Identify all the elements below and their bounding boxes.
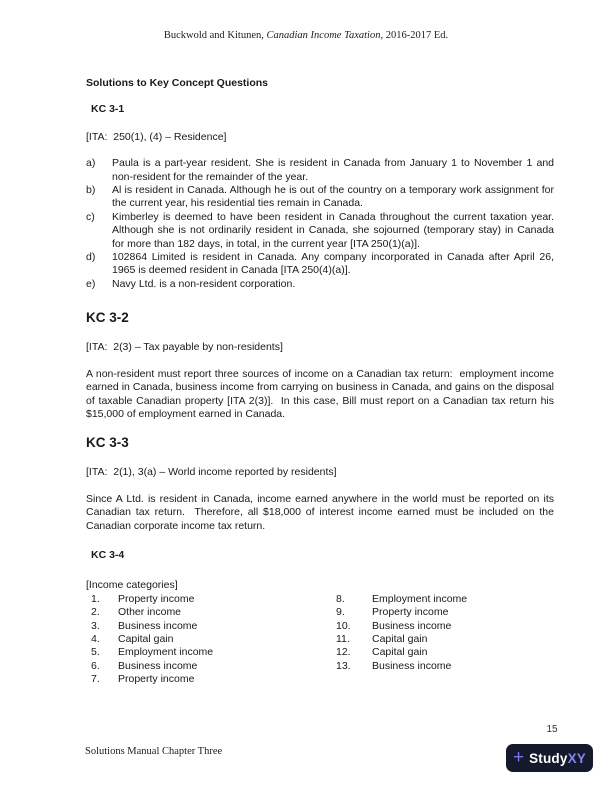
- header-edition: 2016-2017 Ed.: [383, 30, 449, 41]
- numbered-row: [336, 646, 554, 659]
- list-item: [86, 278, 554, 291]
- row-number: 7.: [91, 673, 100, 686]
- running-header: [0, 30, 612, 41]
- list-item-text: 102864 Limited is resident in Canada. Any company incorporated in Canada after April 26, 1965 is deemed resident in Canada [ITA 250(4)(a)].: [112, 251, 554, 277]
- row-number: 10.: [336, 619, 351, 632]
- row-text: Property income: [372, 606, 449, 619]
- kc34-column-2: [336, 593, 554, 687]
- numbered-row: [86, 593, 336, 606]
- row-text: Capital gain: [372, 646, 428, 659]
- income-categories-label: [Income categories]: [86, 579, 178, 592]
- list-item: [86, 157, 554, 184]
- header-authors: Buckwold and Kitunen,: [163, 30, 267, 41]
- numbered-row: [86, 606, 336, 619]
- studyxy-logo: [506, 744, 593, 772]
- row-number: 6.: [91, 659, 100, 672]
- row-number: 9.: [336, 606, 345, 619]
- row-text: Property income: [118, 673, 195, 686]
- page-content: [86, 77, 557, 687]
- logo-xy-text: XY: [567, 750, 587, 766]
- row-number: 12.: [336, 646, 351, 659]
- row-text: Business income: [372, 659, 452, 672]
- numbered-row: [336, 606, 554, 619]
- row-text: Other income: [118, 606, 182, 619]
- numbered-row: [86, 620, 336, 633]
- row-text: Business income: [372, 619, 452, 632]
- list-item-label: e): [86, 277, 96, 290]
- kc32-answer-paragraph: A non-resident must report three sources of income on a Canadian tax return: employment income earned in Canada, business income from carrying on business in Canada, and gains on the disposal of taxable Canadian property [ITA 2(3)]. In this case, Bill must report on a Canadian tax return his $15,000 of employment earned in Canada.: [86, 367, 557, 420]
- kc31-answer-list: [86, 157, 554, 291]
- list-item: [86, 251, 554, 278]
- kc34-title: KC 3-4: [91, 548, 125, 561]
- numbered-row: [336, 660, 554, 673]
- kc31-ita-reference: [ITA: 250(1), (4) – Residence]: [86, 130, 227, 143]
- numbered-row: [86, 660, 336, 673]
- kc33-answer-paragraph: Since A Ltd. is resident in Canada, income earned anywhere in the world must be reported on its Canadian tax return. Therefore, all $18,000 of interest income earned must be included on the Canadian corporate income tax return.: [86, 492, 557, 532]
- row-number: 8.: [336, 592, 345, 605]
- list-item-text: Kimberley is deemed to have been resident in Canada throughout the current taxation year. Although she is not ordinarily resident in Canada, she sojourned (temporary stay) in Canada for more than 182 days, in total, in the current year [ITA 250(1)(a)].: [112, 210, 554, 250]
- row-text: Capital gain: [372, 632, 428, 645]
- numbered-row: [86, 646, 336, 659]
- footer-citation: Solutions Manual Chapter Three: [85, 746, 223, 757]
- row-number: 3.: [91, 619, 100, 632]
- row-number: 11.: [336, 632, 350, 645]
- row-number: 1.: [91, 592, 100, 605]
- logo-study-text: Study: [529, 750, 568, 766]
- numbered-row: [86, 633, 336, 646]
- row-number: 5.: [91, 646, 100, 659]
- row-number: 2.: [91, 606, 100, 619]
- studyxy-wordmark: [529, 751, 586, 766]
- plus-icon: +: [512, 746, 525, 768]
- row-number: 4.: [91, 632, 100, 645]
- list-item-label: d): [86, 251, 96, 264]
- list-item-label: b): [86, 184, 96, 197]
- list-item-label: a): [86, 157, 96, 170]
- row-number: 13.: [336, 659, 351, 672]
- page-number: 15: [546, 724, 558, 735]
- header-book-title: Canadian Income Taxation,: [266, 30, 384, 41]
- kc33-title: KC 3-3: [86, 435, 129, 451]
- list-item-text: Navy Ltd. is a non-resident corporation.: [112, 277, 296, 290]
- kc32-ita-reference: [ITA: 2(3) – Tax payable by non-residents]: [86, 341, 283, 354]
- list-item-label: c): [86, 210, 95, 223]
- kc34-column-1: [86, 593, 336, 687]
- kc34-answer-columns: [86, 593, 554, 687]
- row-text: Employment income: [118, 646, 214, 659]
- row-text: Business income: [118, 619, 198, 632]
- list-item-text: Paula is a part-year resident. She is resident in Canada from January 1 to November 1 and non-resident for the remainder of the year.: [112, 157, 554, 183]
- numbered-row: [86, 673, 336, 686]
- row-text: Property income: [118, 592, 195, 605]
- numbered-row: [336, 633, 554, 646]
- row-text: Business income: [118, 659, 198, 672]
- list-item: [86, 211, 554, 251]
- numbered-row: [336, 620, 554, 633]
- list-item: [86, 184, 554, 211]
- numbered-row: [336, 593, 554, 606]
- kc33-ita-reference: [ITA: 2(1), 3(a) – World income reported by residents]: [86, 466, 337, 479]
- row-text: Employment income: [372, 592, 468, 605]
- row-text: Capital gain: [118, 632, 174, 645]
- kc31-title: KC 3-1: [91, 103, 125, 116]
- section-title: Solutions to Key Concept Questions: [86, 77, 269, 89]
- kc32-title: KC 3-2: [86, 310, 129, 326]
- list-item-text: Al is resident in Canada. Although he is out of the country on a temporary work assignment for the current year, his residential ties remain in Canada.: [112, 184, 554, 210]
